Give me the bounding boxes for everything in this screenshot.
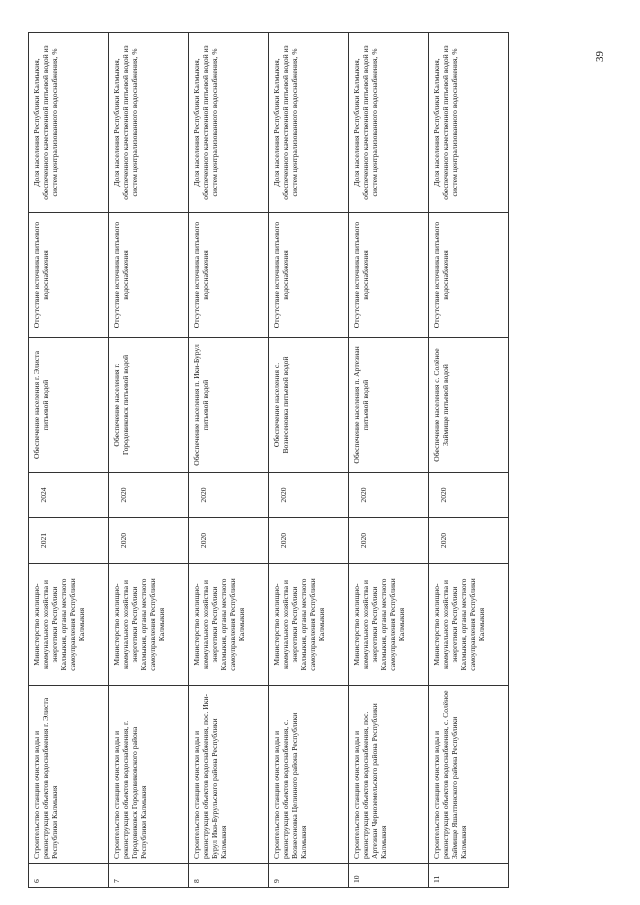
start-year-cell: 2020	[109, 518, 189, 564]
end-year-cell: 2020	[349, 473, 429, 518]
responsible-executor-cell: Министерство жилищно-коммунального хозяйства и энергетики Республики Калмыкия, органы местного самоуправления Республики Калмыкия	[349, 564, 429, 686]
object-name-cell: Строительство станции очистки воды и реконструкция объектов водоснабжения г. Элиста Республики Калмыкия	[29, 686, 109, 864]
expected-result-cell: Обеспечение населения с. Вознесеновка питьевой водой	[269, 338, 349, 473]
problem-description-cell: Отсутствие источника питьевого водоснабжения	[349, 213, 429, 338]
object-name-cell: Строительство станции очистки воды и реконструкция объектов водоснабжения, г. Городовиковск Городовиковского района Республики Калмыкия	[109, 686, 189, 864]
end-year-cell: 2020	[429, 473, 509, 518]
end-year-cell: 2020	[189, 473, 269, 518]
table-row	[349, 33, 429, 888]
expected-result-cell: Обеспечение населения п. Ики-Бурул питьевой водой	[189, 338, 269, 473]
target-indicator-cell: Доля населения Республики Калмыкия, обеспеченного качественной питьевой водой из систем централизованного водоснабжения, %	[429, 33, 509, 213]
problem-description-cell: Отсутствие источника питьевого водоснабжения	[429, 213, 509, 338]
object-name-cell: Строительство станции очистки воды и реконструкция объектов водоснабжения, пос. Ики-Бурул Ики-Бурульского района Республики Калмыкия	[189, 686, 269, 864]
responsible-executor-cell: Министерство жилищно-коммунального хозяйства и энергетики Республики Калмыкия, органы местного самоуправления Республики Калмыкия	[429, 564, 509, 686]
end-year-cell: 2024	[29, 473, 109, 518]
problem-description-cell: Отсутствие источника питьевого водоснабжения	[269, 213, 349, 338]
target-indicator-cell: Доля населения Республики Калмыкия, обеспеченного качественной питьевой водой из систем централизованного водоснабжения, %	[189, 33, 269, 213]
row-number-cell: 11	[429, 864, 509, 888]
expected-result-cell: Обеспечение населения г. Городовиковск питьевой водой	[109, 338, 189, 473]
target-indicator-cell: Доля населения Республики Калмыкия, обеспеченного качественной питьевой водой из систем централизованного водоснабжения, %	[109, 33, 189, 213]
end-year-cell: 2020	[109, 473, 189, 518]
problem-description-cell: Отсутствие источника питьевого водоснабжения	[109, 213, 189, 338]
row-number-cell: 8	[189, 864, 269, 888]
table-row	[429, 33, 509, 888]
expected-result-cell: Обеспечение населения п. Артезиан питьевой водой	[349, 338, 429, 473]
responsible-executor-cell: Министерство жилищно-коммунального хозяйства и энергетики Республики Калмыкия, органы местного самоуправления Республики Калмыкия	[269, 564, 349, 686]
target-indicator-cell: Доля населения Республики Калмыкия, обеспеченного качественной питьевой водой из систем централизованного водоснабжения, %	[349, 33, 429, 213]
measures-table	[28, 32, 509, 888]
row-number-cell: 10	[349, 864, 429, 888]
page-number: 39	[594, 51, 606, 62]
start-year-cell: 2020	[269, 518, 349, 564]
object-name-cell: Строительство станции очистки воды и реконструкция объектов водоснабжения, с. Солёное Займище Яшалтинского района Республики Калмыкия	[429, 686, 509, 864]
responsible-executor-cell: Министерство жилищно-коммунального хозяйства и энергетики Республики Калмыкия, органы местного самоуправления Республики Калмыкия	[109, 564, 189, 686]
end-year-cell: 2020	[269, 473, 349, 518]
target-indicator-cell: Доля населения Республики Калмыкия, обеспеченного качественной питьевой водой из систем централизованного водоснабжения, %	[29, 33, 109, 213]
table-row	[269, 33, 349, 888]
table-body	[29, 33, 509, 888]
table-row	[109, 33, 189, 888]
start-year-cell: 2020	[349, 518, 429, 564]
start-year-cell: 2021	[29, 518, 109, 564]
target-indicator-cell: Доля населения Республики Калмыкия, обеспеченного качественной питьевой водой из систем централизованного водоснабжения, %	[269, 33, 349, 213]
row-number-cell: 9	[269, 864, 349, 888]
responsible-executor-cell: Министерство жилищно-коммунального хозяйства и энергетики Республики Калмыкия, органы местного самоуправления Республики Калмыкия	[29, 564, 109, 686]
problem-description-cell: Отсутствие источника питьевого водоснабжения	[189, 213, 269, 338]
object-name-cell: Строительство станции очистки воды и реконструкция объектов водоснабжения, с. Вознесеновка Целинного района Республики Калмыкия	[269, 686, 349, 864]
table-row	[189, 33, 269, 888]
object-name-cell: Строительство станции очистки воды и реконструкция объектов водоснабжения, пос. Артезиан Черноземельского района Республики Калмыкия	[349, 686, 429, 864]
table-row	[29, 33, 109, 888]
start-year-cell: 2020	[189, 518, 269, 564]
problem-description-cell: Отсутствие источника питьевого водоснабжения	[29, 213, 109, 338]
expected-result-cell: Обеспечение населения с. Солёное Займище питьевой водой	[429, 338, 509, 473]
responsible-executor-cell: Министерство жилищно-коммунального хозяйства и энергетики Республики Калмыкия, органы местного самоуправления Республики Калмыкия	[189, 564, 269, 686]
start-year-cell: 2020	[429, 518, 509, 564]
expected-result-cell: Обеспечение населения г. Элиста питьевой водой	[29, 338, 109, 473]
row-number-cell: 6	[29, 864, 109, 888]
row-number-cell: 7	[109, 864, 189, 888]
